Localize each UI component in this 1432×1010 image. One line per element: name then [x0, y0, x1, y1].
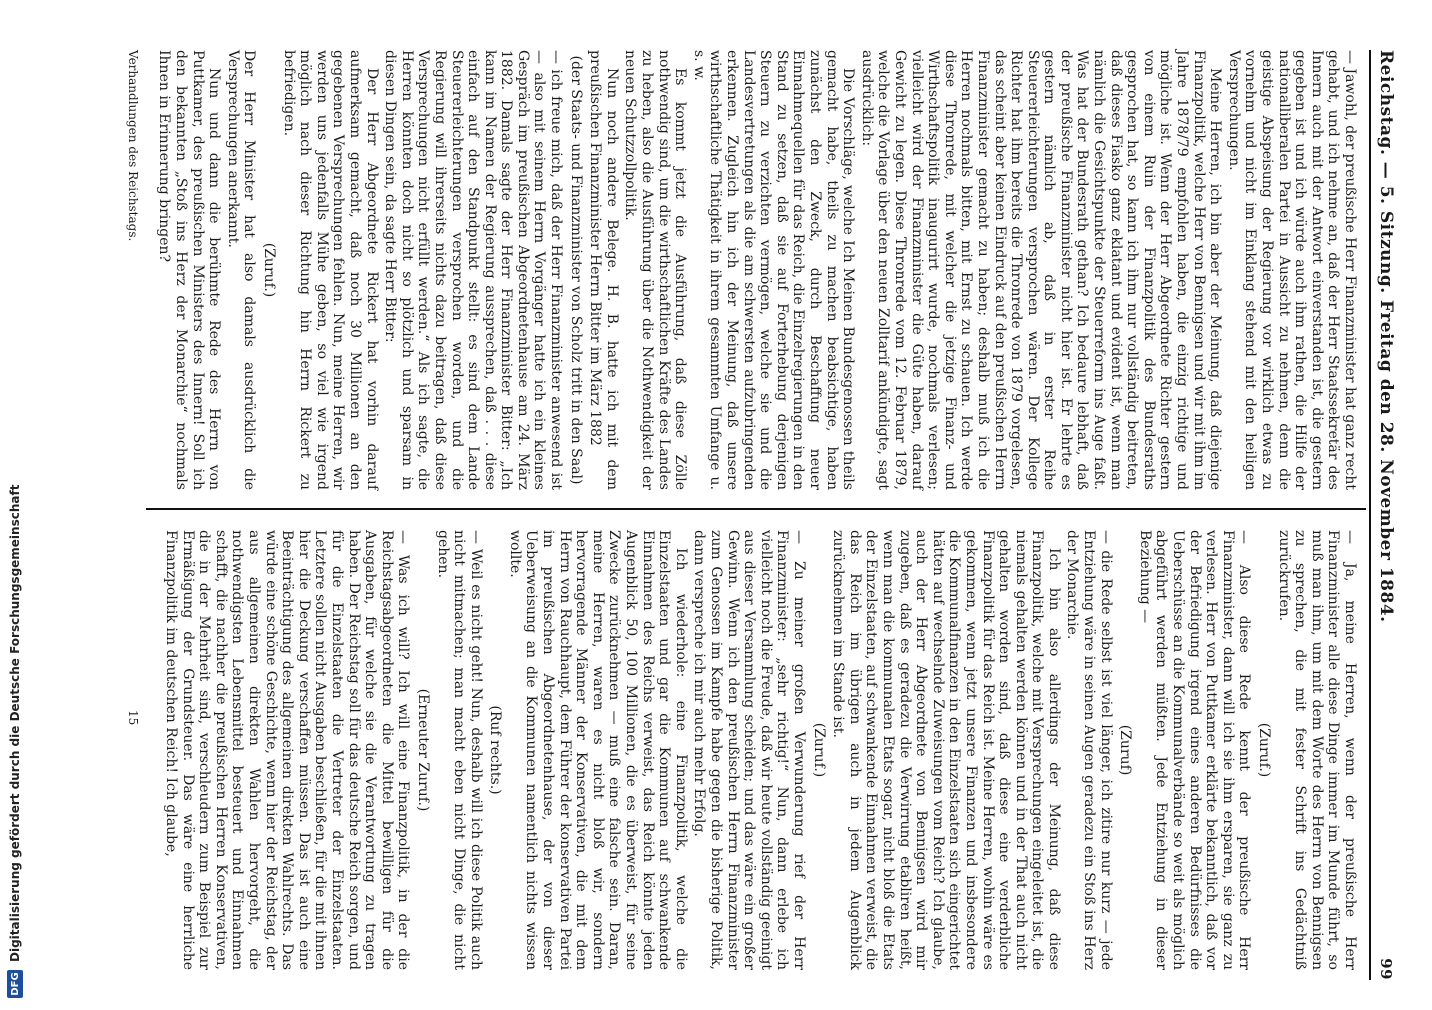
- stage-direction: (der Staats- und Finanzminister von Scholz tritt in den Saal): [567, 55, 584, 485]
- paragraph: — die Rede selbst ist viel länger, ich zitire nur kurz — jede Entziehung wäre in seinen Augen geradezu ein Stoß ins Herz der Monarchie.: [1064, 530, 1114, 970]
- paragraph: Meine Herren, ich bin aber der Meinung, daß diejenige Finanzpolitik, welche Herr von Bennigsen und wir mit ihm im Jahre 1878/79 empfohlen haben, die einzig richtige und mögliche ist. Wenn der Herr Abgeordnete Richter gestern von einem Ruin der Finanzpolitik des Bundesraths gesprochen hat, so kann ich ihm nur vollständig beitreten, daß dieses Fiasko ganz eklatant und evident ist, wenn man nämlich die Gesichtspunkte der Steuerreform ins Auge faßt. Was hat der Bundesrath gethan? Ich bedaure lebhaft, daß der preußische Finanzminister nicht hier ist. Er lehrte es gestern nämlich ab, daß in erster Reihe Steuererleichterungen versprochen wären. Der Kollege Richter hat ihm bereits die Thronrede von 1879 vorgelesen, das scheint aber keinen Eindruck auf den preußischen Herrn Finanzminister gemacht zu haben; deshalb muß ich die Herren nochmals bitten, mit Ernst zu schauen. Ich werde diese Thronrede, mit welcher die jetzige Finanz- und Wirthschaftspolitik inaugurirt wurde, nochmals verlesen; vielleicht wird der Finanzminister die Güte haben, darauf Gewicht zu legen. Diese Thronrede vom 12. Februar 1879, welche die Vorlage über den neuen Zolltarif ankündigte, sagt ausdrücklich:: [858, 50, 1224, 490]
- paragraph: — Weil es nicht geht! Nun, deshalb will ich diese Politik auch nicht mitmachen; man macht eben nicht Dinge, die nicht gehen.: [434, 530, 484, 970]
- stage-direction: (Zuruf.): [261, 242, 277, 298]
- dfg-logo: DFG: [7, 970, 23, 998]
- paragraph: — ich freue mich, daß der Herr Finanzminister anwesend ist — also mit seinem Herrn Vorgänger hatte ich ein kleines Gespräch im preußischen Abgeordnetenhause am 24. März 1882. Damals sagte der Herr Finanzminister Bitter: „Ich kann im Namen der Regierung aussprechen, daß . . . diese einfach auf den Standpunkt stellt: es sind dem Lande Steuererleichterungen versprochen worden, und die Regierung will ihrerseits nichts dazu beitragen, daß diese Versprechungen nicht erfüllt werden.“ Als ich sagte, die Herren könnten doch nicht so plötzlich und sparsam in diesen Dingen sein, da sagte Herr Bitter:: [382, 50, 565, 490]
- stage-direction: (Zuruf.): [810, 722, 827, 778]
- digitization-note: [2, 0, 28, 998]
- paragraph: Der Herr Minister hat also damals ausdrücklich die Versprechungen anerkannt.: [224, 50, 258, 490]
- left-column: [154, 50, 1358, 490]
- paragraph: — Ja, meine Herren, wenn der preußische Herr Finanzminister alle diese Dinge immer im Munde führt, so muß man ihm, um mit dem Worte des Herrn von Bennigsen zu sprechen, die mit fester Schrift ins Gedächtniß zurückrufen.: [1275, 530, 1358, 970]
- paragraph: — Also diese Rede kennt der preußische Herr Finanzminister, dann will ich sie ihm ersparen, sie ganz zu verlesen. Herr von Puttkamer erklärte bekanntlich, daß vor der Befriedigung irgend eines anderen Bedürfnisses die Ueberschüsse an die Kommunalverbände so weit als möglich abgeführt werden müßten. Jede Entziehung in dieser Beziehung —: [1136, 530, 1253, 970]
- paragraph: Der Herr Abgeordnete Rickert hat vorhin darauf aufmerksam gemacht, daß noch 30 Millionen an den gegebenen Versprechungen fehlen. Nun, meine Herren, wir werden uns jedenfalls Mühe geben, so viel wie irgend möglich nach dieser Richtung hin Herrn Rickert zu befriedigen.: [280, 50, 380, 490]
- paragraph: Ich bin also allerdings der Meinung, daß diese Finanzpolitik, welche mit Versprechungen eingeleitet ist, die niemals gehalten werden können und in der That auch nicht gehalten worden sind, daß diese eine verderbliche Finanzpolitik für das Reich ist. Meine Herren, wohin wäre es gekommen, wenn jetzt unsere Finanzen und insbesondere die Kommunalfinanzen in den Einzelstaaten sich eingerichtet hätten auf wechselnde Zuweisungen vom Reich? Ich glaube, auch der Herr Abgeordnete von Bennigsen wird mir zugeben, daß es geradezu die Verwirrung etabliren heißt, wenn man die kommunalen Etats sogar, nicht bloß die Etats der Einzelstaaten, auf schwankende Einnahmen verweist, die das Reich im übrigen auch in jedem Augenblick zurücknehmen im Stande ist.: [830, 530, 1062, 970]
- rotated-page-content: [108, 10, 1398, 1010]
- stage-direction: (Ruf rechts.): [487, 705, 504, 795]
- stage-direction: (Zuruf): [1117, 724, 1134, 776]
- footer-source: Verhandlungen des Reichstags.: [126, 50, 140, 242]
- page-number: 99: [1377, 958, 1395, 980]
- digitization-text: Digitalisierung gefördert durch die Deutsche Forschungsgemeinschaft: [8, 484, 22, 962]
- running-header: [1374, 50, 1398, 980]
- paragraph: — Zu meiner großen Verwunderung rief der Herr Finanzminister: „sehr richtig!“ Nun, dann erlebe ich vielleicht noch die Freude, daß wir heute vollständig geeinigt aus dieser Versammlung scheiden; und das wäre ein großer Gewinn. Wenn ich den preußischen Herrn Finanzminister zum Genossen im Kampfe habe gegen die bisherige Politik, dann verspreche ich mir auch mehr Erfolg.: [691, 530, 807, 970]
- stage-direction: (Zuruf.): [1256, 722, 1273, 778]
- header-rule: [1369, 50, 1371, 980]
- paragraph: Die Vorschläge, welche Ich Meinen Bundesgenossen theils gemacht habe, theils zu machen beabsichtige, haben zunächst den Zweck, durch Beschaffung neuer Einnahmequellen für das Reich, die Einzelregierungen in den Stand zu setzen, daß sie auf Forterhebung derjenigen Steuern zu verzichten vermögen, welche sie und die Landesvertretungen als die am schwersten aufzubringenden erkennen. Zugleich hin ich der Meinung, daß unsere wirthschaftliche Thätigkeit in ihrem gesammten Umfange u. s. w.: [690, 50, 857, 490]
- footer-sheet-number: 15: [126, 710, 140, 726]
- paragraph: Nun noch andere Belege. H. B. hatte ich mit dem preußischen Finanzminister Herrn Bitter im März 1882: [587, 50, 620, 490]
- right-column: [160, 530, 1358, 970]
- column-divider: [146, 508, 1366, 510]
- paragraph: Ich wiederhole: eine Finanzpolitik, welche die Einzelstaaten und gar die Kommunen auf schwankende Einnahmen des Reichs verweist, das Reich könnte jeden Augenblick 50, 100 Millionen, die es überweist, für seine Zwecke zurücknehmen — muß eine falsche sein. Daran, meine Herren, waren es nicht bloß wir, sondern hervorragende Männer der Konservativen, die mit dem Herrn von Rauchhaupt, dem Führer der konservativen Partei im preußischen Abgeordnetenhause, der von dieser Ueberweisung an die Kommunen namentlich nichts wissen wollte.: [506, 530, 689, 970]
- paragraph: — Was ich will? Ich will eine Finanzpolitik, in der die Reichstagsabgeordneten die Mittel bewilligen für die Ausgaben, für welche sie die Verantwortung zu tragen haben. Der Reichstag soll für das deutsche Reich sorgen, und für die Einzelstaaten die Vertreter der Einzelstaaten. Letztere sollen nicht Ausgaben beschließen, für die mit ihnen hier die Deckung verschaffen müssen. Das ist auch eine Beeinträchtigung des allgemeinen direkten Wahlrechts. Das würde eine schöne Geschichte, wenn hier der Reichstag, der aus allgemeinen direkten Wahlen hervorgeht, die nothwendigsten Lebensmittel besteuert und Einnahmen schafft, die nachher die preußischen Herren Konservativen, die in der Mehrheit sind, verschleudern zum Beispiel zur Ermäßigung der Grundsteuer. Das wäre eine herrliche Finanzpolitik im deutschen Reich! Ich glaube,: [163, 530, 412, 970]
- paragraph: Nun und dann die berühmte Rede des Herrn von Puttkamer, des preußischen Ministers des Innern! Soll ich den bekannten „Stoß ins Herz der Monarchie“ nochmals Ihnen in Erinnerung bringen?: [156, 50, 223, 490]
- stage-direction: (Erneuter Zuruf.): [414, 688, 431, 812]
- paragraph: Es kommt jetzt die Ausführung, daß diese Zölle nothwendig sind, um die wirthschaftlichen Kräfte des Landes zu heben, also die Ausführung über die Nothwendigkeit der neuen Schutzzollpolitik.: [622, 50, 689, 490]
- paragraph: — Jawohl, der preußische Herr Finanzminister hat ganz recht gehabt, und ich nehme an, daß der Herr Staatssekretär des Innern auch mit der Antwort einverstanden ist, die gestern gegeben ist und ich würde auch ihm rathen, die Hilfe der nationalliberalen Partei in Aussicht zu nehmen, denn die geistige Abspeisung der Regierung vor wirklich etwas zu vornehm und nicht im Einklang stehend mit den heiligen Versprechungen.: [1225, 50, 1358, 490]
- header-title: Reichstag. — 5. Sitzung. Freitag den 28. November 1884.: [1376, 50, 1396, 623]
